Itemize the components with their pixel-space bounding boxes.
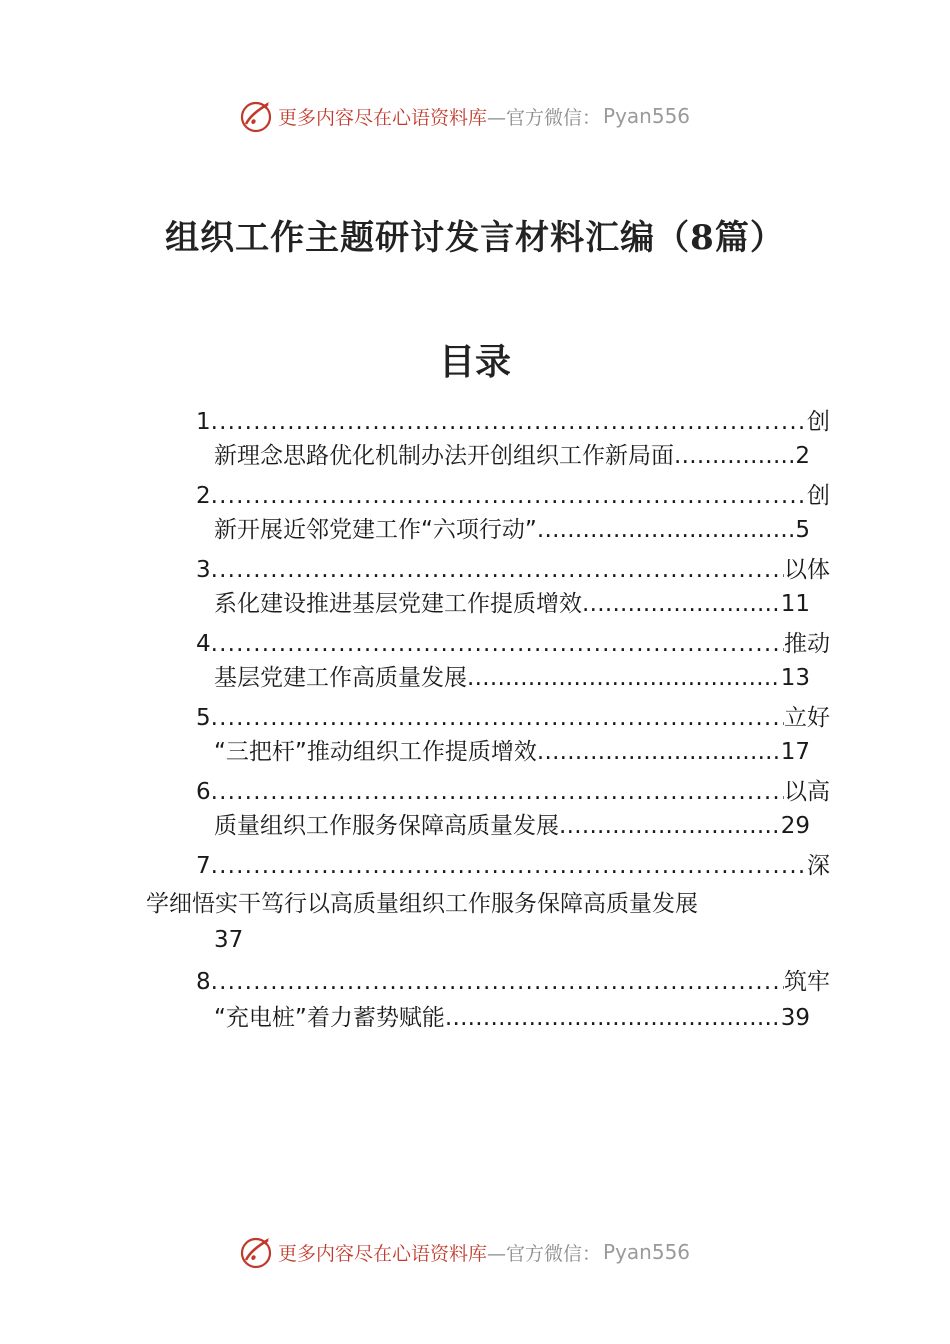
toc-entry-2-cont[interactable] (214, 514, 810, 546)
toc-leader-dots (211, 554, 784, 586)
toc-leader-dots (467, 662, 781, 694)
toc-entry-6-cont[interactable] (214, 810, 810, 842)
toc-leader-dots (211, 776, 784, 808)
banner-wechat-id: Pyan556 (603, 1240, 691, 1264)
toc-leader-dots (559, 810, 781, 842)
toc-leader-dots (211, 406, 807, 438)
banner-library-text: 更多内容尽在心语资料库 (278, 106, 488, 129)
toc-entry-7-page[interactable]: 37 (214, 927, 244, 953)
toc-entry-1[interactable] (196, 406, 830, 438)
toc-title-start: 以高 (784, 779, 830, 805)
toc-entry-7[interactable] (196, 850, 830, 882)
toc-leader-dots (211, 850, 807, 882)
toc-page-number: 13 (780, 665, 810, 691)
toc-entry-4[interactable] (196, 628, 830, 660)
toc-title-start: 创 (807, 483, 830, 509)
toc-number: 2 (196, 483, 211, 509)
banner-official-text: —官方微信： (487, 106, 602, 129)
toc-number: 5 (196, 705, 211, 731)
header-banner (238, 96, 690, 136)
toc-number: 3 (196, 557, 211, 583)
toc-page-number: 5 (795, 517, 810, 543)
toc-entry-8-cont[interactable] (214, 1002, 810, 1034)
toc-title-rest: 系化建设推进基层党建工作提质增效 (214, 591, 582, 617)
toc-entry-1-cont[interactable] (214, 440, 810, 472)
toc-title-start: 创 (807, 409, 830, 435)
toc-entry-2[interactable] (196, 480, 830, 512)
toc-title-rest: 基层党建工作高质量发展 (214, 665, 467, 691)
pen-logo-icon (238, 98, 274, 134)
toc-number: 4 (196, 631, 211, 657)
toc-title-rest: 质量组织工作服务保障高质量发展 (214, 813, 559, 839)
toc-title-start: 深 (807, 853, 830, 879)
toc-title-start: 筑牢 (784, 969, 830, 995)
toc-title-start: 推动 (784, 631, 830, 657)
toc-title-rest: 新理念思路优化机制办法开创组织工作新局面 (214, 443, 674, 469)
toc-leader-dots (445, 1002, 781, 1034)
toc-title-rest: 新开展近邻党建工作“六项行动” (214, 517, 537, 543)
toc-number: 6 (196, 779, 211, 805)
toc-title-start: 以体 (784, 557, 830, 583)
toc-title-start: 立好 (784, 705, 830, 731)
toc-page-number: 2 (795, 443, 810, 469)
toc-entry-7-cont[interactable]: 学细悟实干笃行以高质量组织工作服务保障高质量发展 (146, 891, 698, 917)
pen-logo-icon (238, 1234, 274, 1270)
toc-entry-8[interactable] (196, 966, 830, 998)
toc-entry-5-cont[interactable] (214, 736, 810, 768)
document-title: 组织工作主题研讨发言材料汇编（8篇） (165, 218, 785, 258)
toc-entry-5[interactable] (196, 702, 830, 734)
toc-page-number: 29 (780, 813, 810, 839)
banner-official-text: —官方微信： (487, 1242, 602, 1265)
toc-number: 7 (196, 853, 211, 879)
toc-leader-dots (674, 440, 795, 472)
toc-leader-dots (211, 702, 784, 734)
banner-library-text: 更多内容尽在心语资料库 (278, 1242, 488, 1265)
toc-heading: 目录 (438, 341, 511, 383)
toc-leader-dots (211, 480, 807, 512)
toc-title-rest: “充电桩”着力蓄势赋能 (214, 1005, 445, 1031)
toc-entry-4-cont[interactable] (214, 662, 810, 694)
toc-leader-dots (211, 966, 784, 998)
toc-title-rest: “三把杆”推动组织工作提质增效 (214, 739, 537, 765)
banner-wechat-id: Pyan556 (603, 104, 691, 128)
toc-entry-3[interactable] (196, 554, 830, 586)
toc-leader-dots (537, 736, 781, 768)
toc-entry-3-cont[interactable] (214, 588, 810, 620)
toc-leader-dots (582, 588, 781, 620)
toc-number: 1 (196, 409, 211, 435)
toc-entry-6[interactable] (196, 776, 830, 808)
toc-leader-dots (537, 514, 796, 546)
toc-page-number: 39 (780, 1005, 810, 1031)
toc-number: 8 (196, 969, 211, 995)
toc-leader-dots (211, 628, 784, 660)
toc-page-number: 17 (780, 739, 810, 765)
toc-page-number: 11 (780, 591, 810, 617)
footer-banner (238, 1232, 690, 1272)
